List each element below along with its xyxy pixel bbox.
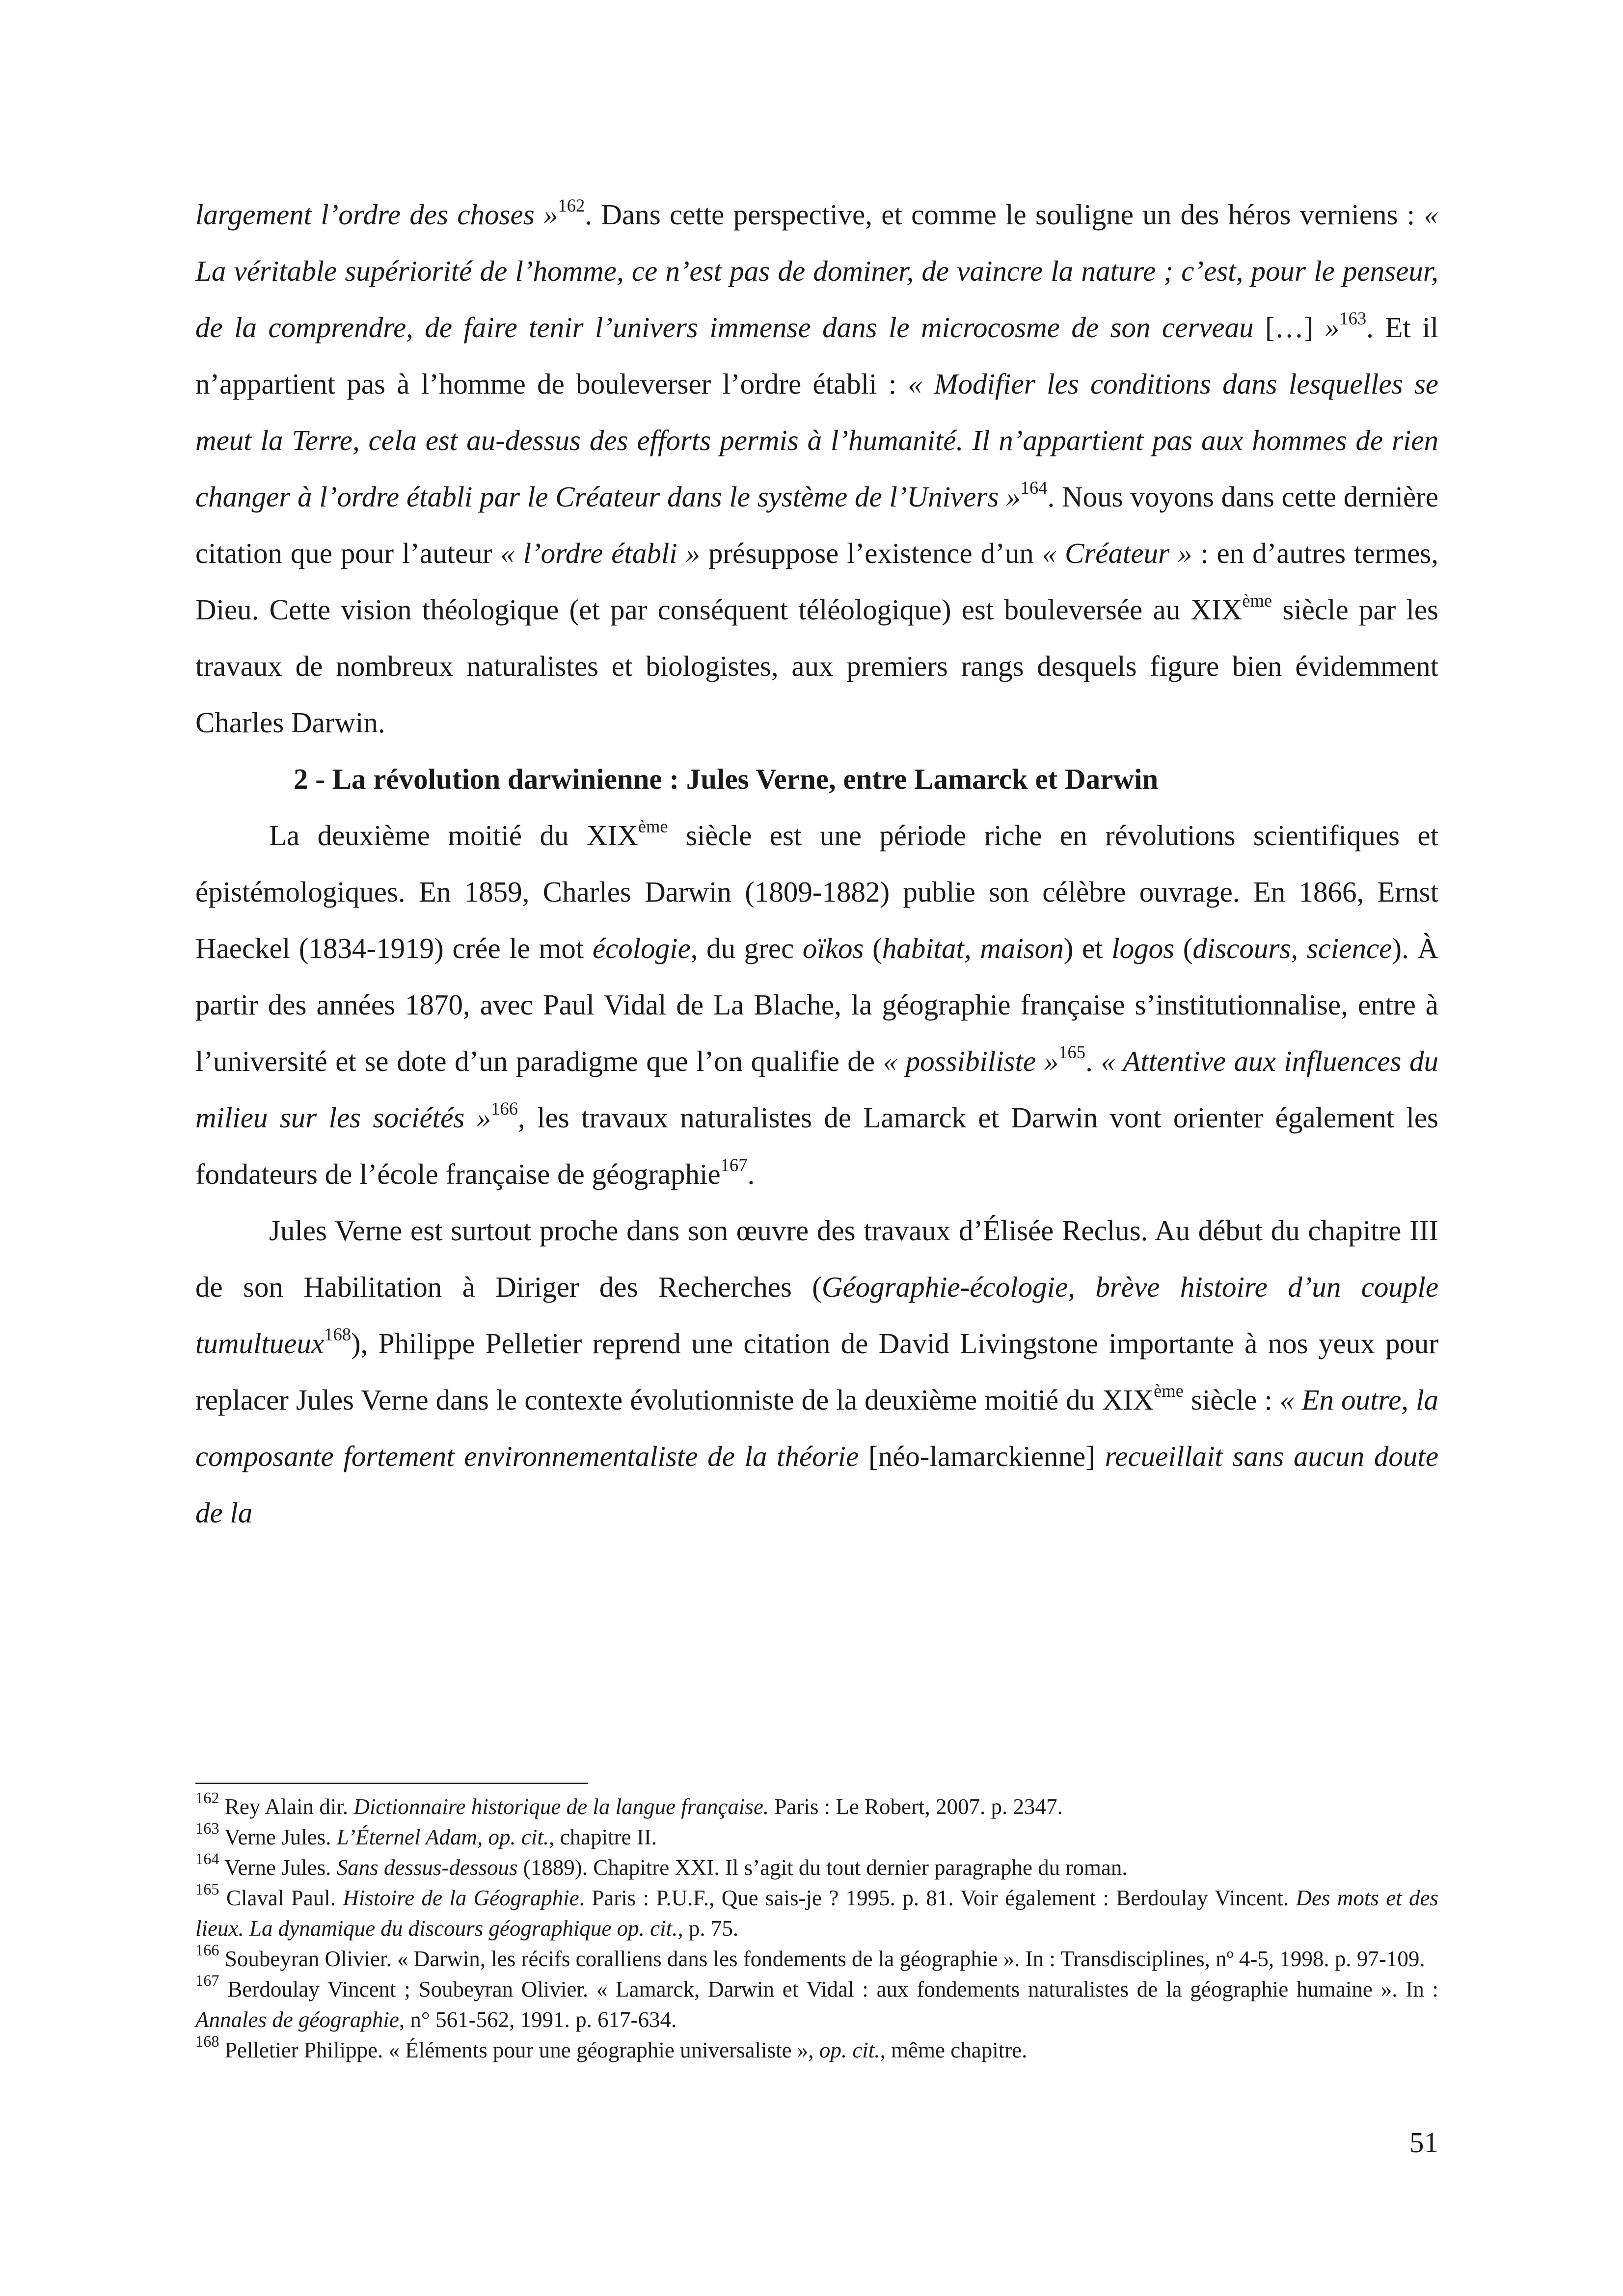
footnote-text: même chapitre. — [885, 2038, 1028, 2062]
quote-text: largement l’ordre des choses » — [195, 198, 558, 231]
quote-text: « Créateur » — [1042, 537, 1192, 569]
quote-text: recueillait sans aucun doute de la — [195, 1440, 1439, 1529]
ordinal-superscript: ème — [1242, 590, 1272, 611]
body-text-run: . — [1085, 1045, 1101, 1077]
quote-text: « l’ordre établi » — [500, 537, 700, 569]
footnote-title: Des mots et des lieux. La dynamique du discours géographique op. cit., — [195, 1886, 1438, 1941]
body-text-run: siècle par les travaux de nombreux naturalistes et biologistes, aux premiers rangs desquels figure bien évidemment Charles Darwin. — [195, 593, 1438, 739]
footnote-ref[interactable]: 163 — [1339, 308, 1367, 328]
body-text-run: siècle est une période riche en révolutions scientifiques et épistémologiques. En 1859, Charles Darwin (1809-1882) publie son célèbre ouvrage. En 1866, Ernst Haeckel (1834-1919) crée le mot — [195, 819, 1438, 964]
footnote-text: Verne Jules. — [219, 1825, 337, 1849]
footnote-text: p. 75. — [683, 1916, 739, 1941]
footnote-text: Rey Alain dir. — [219, 1794, 354, 1819]
body-text-run: , les travaux naturalistes de Lamarck et Darwin vont orienter également les fondateurs de l’école française de géographie — [195, 1101, 1439, 1190]
footnote-number: 163 — [195, 1819, 219, 1838]
footnote-number: 164 — [195, 1850, 219, 1868]
footnote-ref[interactable]: 162 — [558, 195, 585, 215]
paragraph-2 — [195, 807, 1438, 1202]
body-text-run: ( — [1174, 932, 1193, 964]
body-text-run: ( — [864, 932, 882, 964]
footnote-text: Pelletier Philippe. « Éléments pour une géographie universaliste », — [219, 2038, 819, 2062]
ordinal-superscript: ème — [638, 816, 668, 836]
footnote-title: Sans dessus-dessous — [336, 1855, 518, 1880]
footnote-ref[interactable]: 167 — [720, 1154, 748, 1175]
footnote-168 — [195, 2032, 1438, 2065]
paragraph-3 — [195, 1202, 1438, 1541]
quote-text: » — [1313, 311, 1340, 344]
footnote-number: 167 — [195, 1972, 219, 1990]
footnote-ref[interactable]: 165 — [1058, 1041, 1086, 1062]
italic-term: écologie — [592, 932, 691, 964]
body-text-run: , du grec — [690, 932, 803, 964]
footnote-ref[interactable]: 166 — [491, 1098, 518, 1119]
quote-text: « possibiliste » — [883, 1045, 1059, 1077]
footnote-title: L’Éternel Adam, op. cit., — [336, 1825, 555, 1849]
footnote-number: 162 — [195, 1789, 219, 1807]
footnote-text: Soubeyran Olivier. « Darwin, les récifs coralliens dans les fondements de la géographie ». In : Transdisciplines, nº 4-5, 1998. p. 97-109. — [219, 1947, 1425, 1971]
body-text-run: La deuxième moitié du XIX — [269, 819, 638, 852]
footnote-ref[interactable]: 168 — [324, 1324, 352, 1344]
body-text-run: . Dans cette perspective, et comme le souligne un des héros verniens : — [585, 198, 1424, 231]
footnote-text: Paris : Le Robert, 2007. p. 2347. — [769, 1794, 1063, 1819]
body-text-run: [néo-lamarckienne] — [868, 1440, 1095, 1472]
footnote-164 — [195, 1852, 1438, 1883]
body-text-run: siècle : — [1184, 1384, 1280, 1416]
footnote-text: (1889). Chapitre XXI. Il s’agit du tout dernier paragraphe du roman. — [517, 1855, 1128, 1880]
italic-term: discours, science — [1192, 932, 1392, 964]
body-text-run: . Et il n’appartient pas à l’homme de bouleverser l’ordre établi : — [195, 311, 1439, 400]
footnote-text: Verne Jules. — [219, 1855, 337, 1880]
footnote-163 — [195, 1819, 1438, 1852]
body-text-run: présuppose l’existence d’un — [700, 537, 1042, 569]
footnote-text: chapitre II. — [554, 1825, 657, 1849]
footnote-number: 168 — [195, 2032, 219, 2051]
ordinal-superscript: ème — [1154, 1380, 1184, 1401]
body-text-run: ), Philippe Pelletier reprend une citation de David Livingstone importante à nos yeux pour replacer Jules Verne dans le contexte évolutionniste de la deuxième moitié du XIX — [195, 1327, 1438, 1416]
italic-term: oïkos — [802, 932, 864, 964]
footnotes — [195, 1791, 1438, 2065]
body-text-run: […] — [1265, 311, 1314, 344]
paragraph-1 — [195, 187, 1438, 751]
body-text-run: . Nous voyons dans cette dernière citation que pour l’auteur — [195, 481, 1438, 569]
footnote-title: op. cit., — [819, 2038, 886, 2062]
footnote-separator — [195, 1783, 588, 1784]
italic-term: logos — [1111, 932, 1175, 964]
body-text-run: . — [747, 1158, 755, 1190]
footnote-title: Annales de géographie — [195, 2007, 399, 2032]
body-text-run: : en d’autres termes, Dieu. Cette vision théologique (et par conséquent téléologique) est bouleversée au XIX — [195, 537, 1439, 626]
footnote-text: . Paris : P.U.F., Que sais-je ? 1995. p. 81. Voir également : Berdoulay Vincent. — [579, 1886, 1296, 1910]
footnote-number: 165 — [195, 1880, 219, 1898]
body-text — [195, 187, 1438, 1541]
footnote-title: Histoire de la Géographie — [343, 1886, 579, 1910]
quote-text: « Attentive aux influences du milieu sur les sociétés » — [195, 1045, 1439, 1134]
footnote-167 — [195, 1974, 1438, 2035]
footnote-number: 166 — [195, 1941, 219, 1959]
italic-title: Géographie-écologie, brève histoire d’un couple tumultueux — [195, 1271, 1439, 1360]
footnote-title: Dictionnaire historique de la langue française. — [353, 1794, 769, 1819]
section-heading: 2 - La révolution darwinienne : Jules Verne, entre Lamarck et Darwin — [294, 763, 1159, 795]
footnote-text: , n° 561-562, 1991. p. 617-634. — [399, 2007, 677, 2032]
footnote-166 — [195, 1941, 1438, 1974]
body-text-run: ) et — [1063, 932, 1112, 964]
page-number: 51 — [1409, 2126, 1438, 2159]
footnote-ref[interactable]: 164 — [1020, 477, 1048, 498]
footnote-165 — [195, 1880, 1438, 1944]
footnote-162 — [195, 1791, 1438, 1822]
quote-text: « En outre, la composante fortement environnementaliste de la théorie — [195, 1384, 1438, 1472]
footnote-text: Berdoulay Vincent ; Soubeyran Olivier. « Lamarck, Darwin et Vidal : aux fondements naturalistes de la géographie humaine ». In : — [219, 1977, 1438, 2002]
quote-text: « Modifier les conditions dans lesquelles se meut la Terre, cela est au-dessus des efforts permis à l’humanité. Il n’appartient pas aux hommes de rien changer à l’ordre établi par le Créateur dans le système de l’Univers » — [195, 368, 1438, 513]
italic-term: habitat, maison — [882, 932, 1064, 964]
quote-text: « La véritable supériorité de l’homme, ce n’est pas de dominer, de vaincre la nature ; c’est, pour le penseur, de la comprendre, de faire tenir l’univers immense dans le microcosme de son cerveau — [195, 198, 1438, 344]
body-text-run: Jules Verne est surtout proche dans son œuvre des travaux d’Élisée Reclus. Au début du chapitre III de son Habilitation à Diriger des Recherches ( — [195, 1214, 1438, 1303]
footnote-text: Claval Paul. — [219, 1886, 343, 1910]
body-text-run: ). À partir des années 1870, avec Paul Vidal de La Blache, la géographie française s’institutionnalise, entre à l’université et se dote d’un paradigme que l’on qualifie de — [195, 932, 1438, 1077]
